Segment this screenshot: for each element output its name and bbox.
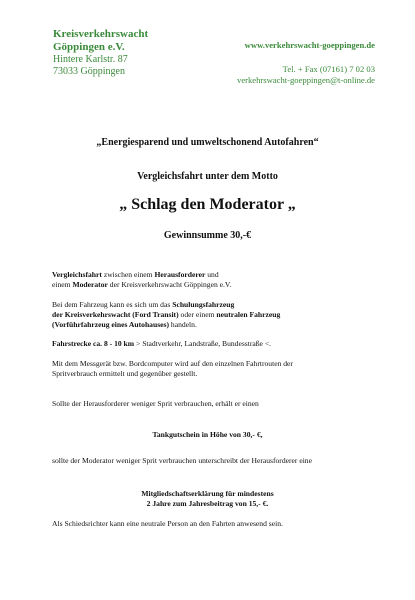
phone-fax: Tel. + Fax (07161) 7 02 03 xyxy=(282,64,375,74)
text-bold: Herausforderer xyxy=(154,270,206,279)
website-link[interactable]: www.verkehrswacht-goeppingen.de xyxy=(244,40,375,50)
text-bold: (Vorführfahrzeug eines Autohauses) xyxy=(52,320,170,329)
text: Bei dem Fahrzeug kann es sich um das xyxy=(52,300,173,309)
org-name-line2: Göppingen e.V. xyxy=(53,41,125,53)
tagline: „Energiesparend und umweltschonend Autofahren“ xyxy=(96,137,319,148)
address-street: Hintere Karlstr. 87 xyxy=(53,54,128,65)
text-bold: Moderator xyxy=(72,280,108,289)
text: der Kreisverkehrswacht Göppingen e.V. xyxy=(107,280,232,289)
paragraph-challenger-wins xyxy=(52,399,387,409)
paragraph-vehicle xyxy=(52,300,387,330)
paragraph-participants xyxy=(52,270,387,290)
letterhead-left xyxy=(53,28,148,78)
text-bold: Vergleichsfahrt xyxy=(52,270,102,279)
paragraph-measurement xyxy=(52,359,387,379)
text: oder einem xyxy=(178,310,217,319)
text-bold: Fahrstrecke ca. 8 - 10 km xyxy=(52,339,135,348)
email-link[interactable]: verkehrswacht-goeppingen@t-online.de xyxy=(237,75,375,85)
prize-amount: Gewinnsumme 30,-€ xyxy=(163,230,252,241)
motto-intro: Vergleichsfahrt unter dem Motto xyxy=(137,171,278,182)
text: handeln. xyxy=(169,320,197,329)
text: zwischen einem xyxy=(101,270,155,279)
paragraph-route xyxy=(52,339,387,349)
address-city: 73033 Göppingen xyxy=(53,66,125,77)
text-line: Als Schiedsrichter kann eine neutrale Person an den Fahrten anwesend sein. xyxy=(52,519,283,528)
letterhead-right xyxy=(237,40,375,86)
text-line: Sollte der Herausforderer weniger Sprit verbrauchen, erhält er einen xyxy=(52,399,259,408)
text-line: Mit dem Messgerät bzw. Bordcomputer wird auf den einzelnen Fahrtrouten der xyxy=(52,359,293,368)
text-bold: Schulungsfahrzeug xyxy=(172,300,235,309)
org-name-line1: Kreisverkehrswacht xyxy=(53,28,149,40)
text: und xyxy=(205,270,219,279)
voucher-line: Tankgutschein in Höhe von 30,- €, xyxy=(152,430,263,439)
text: einem xyxy=(52,280,73,289)
text-line: Spritverbrauch ermittelt und gegenüber gestellt. xyxy=(52,369,198,378)
motto-headline: „ Schlag den Moderator „ xyxy=(119,196,296,213)
text: > Stadtverkehr, Landstraße, Bundesstraße <. xyxy=(134,339,272,348)
membership-line-1: Mitgliedschaftserklärung für mindestens xyxy=(141,489,274,498)
text-bold: der Kreisverkehrswacht (Ford Transit) xyxy=(52,310,179,319)
text-bold: neutralen Fahrzeug xyxy=(216,310,281,319)
text-line: sollte der Moderator weniger Sprit verbrauchen unterschreibt der Herausforderer eine xyxy=(52,456,312,465)
paragraph-moderator-wins xyxy=(52,456,372,466)
membership-line-2: 2 Jahre zum Jahresbeitrag von 15,- €. xyxy=(146,499,269,508)
paragraph-referee xyxy=(52,519,387,529)
